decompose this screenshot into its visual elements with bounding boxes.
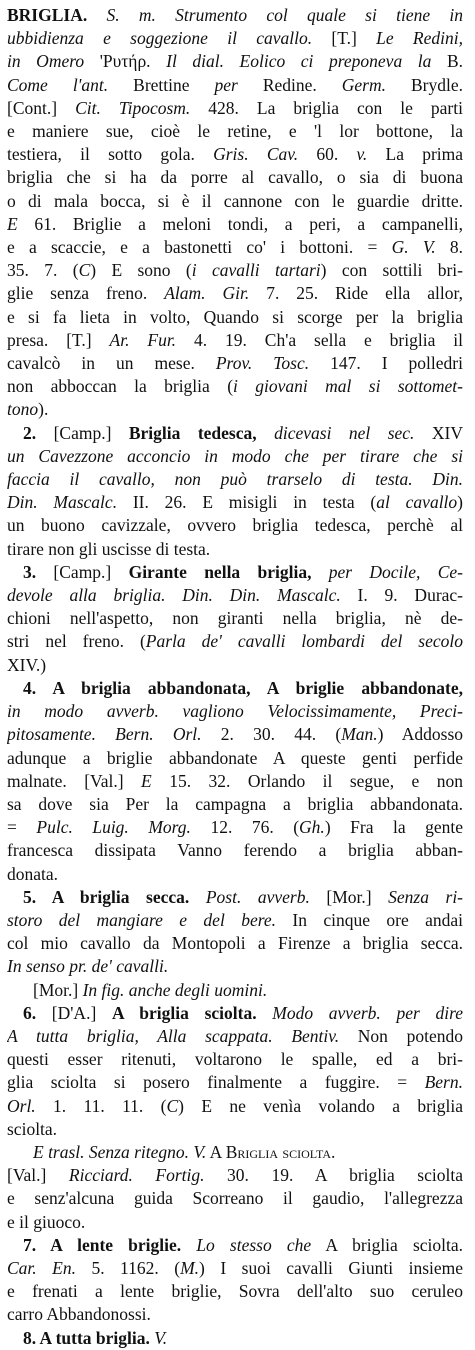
text-line: pitosamente. Bern. Orl. 2. 30. 44. (Man.) Addosso	[7, 724, 463, 745]
text-line: 6. [D'A.] A briglia sciolta. Modo avverb. per dire	[23, 1002, 463, 1023]
text-line: Din. Mascalc. II. 26. E misigli in testa (al cavallo)	[7, 492, 463, 513]
text-line: non abboccan la briglia (i giovani mal si sottomet-	[7, 376, 463, 397]
text-line: 3. [Camp.] Girante nella briglia, per Docile, Ce-	[23, 561, 463, 582]
text-line: in Omero 'Ρυτήρ. Il dial. Eolico ci preponeva la B.	[7, 51, 463, 72]
text-line: o di mala bocca, si è il cannone con le guardie dritte.	[7, 190, 463, 211]
text-line: faccia il cavallo, non può trarselo di testa. Din.	[7, 469, 463, 490]
text-line: e maniere sue, cioè le retine, e 'l lor bottone, la	[7, 121, 463, 142]
text-line: in modo avverb. vagliono Velocissimamente, Preci-	[7, 701, 463, 722]
text-line: presa. [T.] Ar. Fur. 4. 19. Ch'a sella e briglia il	[7, 329, 463, 350]
text-line: storo del mangiare e del bere. In cinque ore andai	[7, 909, 463, 930]
text-line: e si fa lieta in volto, Quando si scorge per la briglia	[7, 306, 463, 327]
text-line: [Mor.] In fig. anche degli uomini.	[33, 979, 268, 1000]
text-line: A tutta briglia, Alla scappata. Bentiv. Non potendo	[7, 1025, 463, 1046]
text-line: un Cavezzone acconcio in modo che per tirare che si	[7, 445, 463, 466]
text-line: stri nel freno. (Parla de' cavalli lombardi del secolo	[7, 631, 463, 652]
text-line: malnate. [Val.] E 15. 32. Orlando il segue, e non	[7, 770, 463, 791]
text-line: adunque a briglie abbandonate A queste genti perfide	[7, 747, 463, 768]
text-line: e a scaccie, e a bastonetti co' i bottoni. = G. V. 8.	[7, 237, 463, 258]
text-line: tono).	[7, 399, 49, 420]
text-line: chioni nell'aspetto, non giranti nella briglia, nè de-	[7, 608, 463, 629]
text-line: briglia che si ha da porre al cavallo, o sia di buona	[7, 167, 463, 188]
text-line: 35. 7. (C) E sono (i cavalli tartari) con sottili bri-	[7, 260, 463, 281]
text-line: carro Abbandonossi.	[7, 1304, 151, 1325]
text-line: questi esser ritenuti, voltarono le spalle, ed a bri-	[7, 1049, 463, 1070]
text-line: = Pulc. Luig. Morg. 12. 76. (Gh.) Fra la gente	[7, 817, 463, 838]
text-line: E 61. Briglie a meloni tondi, a peri, a campanelli,	[7, 213, 463, 234]
text-line: un buono cavizzale, ovvero briglia tedesca, perchè al	[7, 515, 463, 536]
text-line: [Cont.] Cit. Tipocosm. 428. La briglia con le parti	[7, 97, 463, 118]
text-line: sa dove sia Per la campagna a briglia abbandonata.	[7, 793, 463, 814]
text-line: 7. A lente briglie. Lo stesso che A briglia sciolta.	[23, 1234, 463, 1255]
text-line: glia sciolta si posero finalmente a fuggire. = Bern.	[7, 1072, 463, 1093]
text-line: 2. [Camp.] Briglia tedesca, dicevasi nel sec. XIV	[23, 422, 463, 443]
text-line: E trasl. Senza ritegno. V. A Briglia sciolta.	[33, 1141, 336, 1162]
text-line: In senso pr. de' cavalli.	[7, 956, 169, 977]
dictionary-entry-briglia	[7, 4, 463, 1350]
text-line: donata.	[7, 863, 59, 884]
text-line: glie senza freno. Alam. Gir. 7. 25. Ride ella allor,	[7, 283, 463, 304]
text-line: testiera, il sotto gola. Gris. Cav. 60. v. La prima	[7, 144, 463, 165]
text-line: Come l'ant. Brettine per Redine. Germ. Brydle.	[7, 74, 463, 95]
text-line: tirare non gli uscisse di testa.	[7, 538, 211, 559]
text-line: ubbidienza e soggezione il cavallo. [T.] Le Redini,	[7, 28, 463, 49]
text-line: Orl. 1. 11. 11. (C) E ne venìa volando a briglia	[7, 1095, 463, 1116]
text-line: col mio cavallo da Montopoli a Firenze a briglia secca.	[7, 933, 463, 954]
text-line: XIV.)	[7, 654, 47, 675]
text-line: e frenati a lente briglie, Sovra dell'alto suo ceruleo	[7, 1281, 463, 1302]
text-line: devole alla briglia. Din. Din. Mascalc. I. 9. Durac-	[7, 585, 463, 606]
text-line: cavalcò in un mese. Prov. Tosc. 147. I polledri	[7, 353, 463, 374]
text-line: e il giuoco.	[7, 1211, 86, 1232]
text-line: [Val.] Ricciard. Fortig. 30. 19. A briglia sciolta	[7, 1165, 463, 1186]
text-line: sciolta.	[7, 1118, 58, 1139]
text-line: 5. A briglia secca. Post. avverb. [Mor.] Senza ri-	[23, 886, 463, 907]
text-line: 8. A tutta briglia. V.	[23, 1327, 168, 1348]
text-line: e senz'alcuna guida Scorreano il gaudio, l'allegrezza	[7, 1188, 463, 1209]
text-line: BRIGLIA. S. m. Strumento col quale si tiene in	[7, 5, 463, 25]
text-line: francesca dissipata Vanno ferendo a briglia abban-	[7, 840, 463, 861]
text-line: 4. A briglia abbandonata, A briglie abbandonate,	[23, 677, 463, 698]
text-line: Car. En. 5. 1162. (M.) I suoi cavalli Giunti insieme	[7, 1257, 463, 1278]
